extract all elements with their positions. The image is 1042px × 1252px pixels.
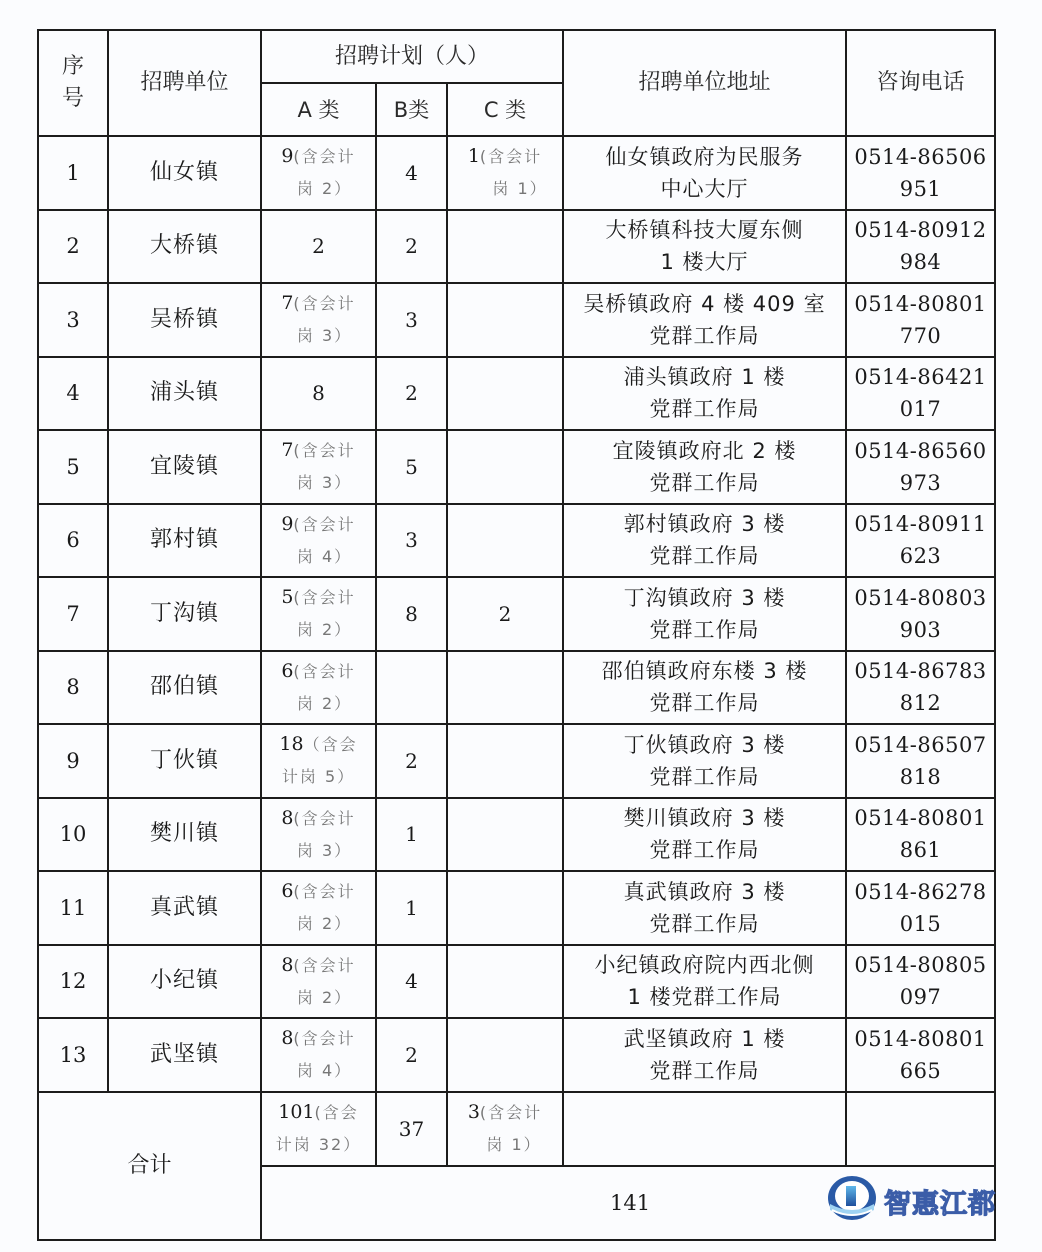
address-line-1: 真武镇政府 3 楼 <box>623 879 786 904</box>
phone-line-2: 770 <box>899 323 942 348</box>
phone-line-1: 0514-86783 <box>854 659 987 684</box>
class-c-cell <box>447 357 563 431</box>
class-b-cell <box>376 651 447 725</box>
totals-a-note-2: 计岗 32） <box>275 1135 362 1154</box>
address-cell <box>563 210 846 284</box>
class-c-cell <box>447 210 563 284</box>
class-a-cell: 2 <box>261 210 376 284</box>
unit-cell: 武坚镇 <box>108 1018 261 1092</box>
recruitment-plan-table <box>37 29 996 1241</box>
table-row <box>38 430 995 504</box>
phone-line-1: 0514-86506 <box>854 144 987 169</box>
grand-total: 141 <box>261 1166 995 1240</box>
watermark-text: 智惠江都 <box>884 1188 996 1220</box>
seq-cell: 9 <box>38 724 108 798</box>
phone-line-1: 0514-86421 <box>854 365 987 390</box>
seq-cell: 8 <box>38 651 108 725</box>
totals-row <box>38 1092 995 1166</box>
phone-line-1: 0514-80803 <box>854 585 987 610</box>
phone-line-1: 0514-86560 <box>854 438 987 463</box>
class-a-cell <box>261 504 376 578</box>
unit-cell: 浦头镇 <box>108 357 261 431</box>
class-a-cell <box>261 430 376 504</box>
class-a-num: 7 <box>281 439 294 462</box>
seq-cell: 11 <box>38 871 108 945</box>
class-a-note-2: 岗 3） <box>296 840 353 860</box>
header-unit: 招聘单位 <box>108 30 261 136</box>
table-row <box>38 724 995 798</box>
address-line-1: 丁伙镇政府 3 楼 <box>623 732 786 757</box>
unit-cell: 小纪镇 <box>108 945 261 1019</box>
class-c-cell <box>447 283 563 357</box>
class-c-cell <box>447 136 563 210</box>
phone-cell <box>846 871 995 945</box>
class-a-num: 9 <box>281 145 294 168</box>
address-cell <box>563 504 846 578</box>
class-a-cell <box>261 871 376 945</box>
address-line-2: 党群工作局 <box>649 911 760 936</box>
address-cell <box>563 724 846 798</box>
class-a-cell <box>261 577 376 651</box>
totals-label: 合计 <box>38 1092 261 1240</box>
phone-cell <box>846 430 995 504</box>
address-line-1: 浦头镇政府 1 楼 <box>623 365 786 390</box>
address-line-2: 党群工作局 <box>649 397 760 422</box>
address-cell <box>563 798 846 872</box>
address-line-2: 党群工作局 <box>649 691 760 716</box>
phone-line-2: 951 <box>899 176 942 201</box>
address-cell <box>563 283 846 357</box>
totals-class-a <box>261 1092 376 1166</box>
totals-c-note-1: (含会计 <box>479 1103 543 1122</box>
seq-cell: 3 <box>38 283 108 357</box>
table-row <box>38 577 995 651</box>
class-a-note-1: (含会计 <box>293 588 356 608</box>
class-a-note-1: (含会计 <box>293 294 356 314</box>
class-a-note-1: (含会计 <box>293 882 356 902</box>
class-c-note-1: (含会计 <box>479 147 543 167</box>
header-phone: 咨询电话 <box>846 30 995 136</box>
phone-line-2: 097 <box>899 985 942 1010</box>
phone-line-2: 017 <box>899 397 942 422</box>
seq-cell: 7 <box>38 577 108 651</box>
address-line-2: 党群工作局 <box>649 323 760 348</box>
address-line-2: 中心大厅 <box>660 176 749 201</box>
table-row <box>38 871 995 945</box>
table-row <box>38 651 995 725</box>
class-b-cell: 3 <box>376 283 447 357</box>
phone-cell <box>846 136 995 210</box>
class-c-cell <box>447 871 563 945</box>
totals-class-b: 37 <box>376 1092 447 1166</box>
unit-cell: 仙女镇 <box>108 136 261 210</box>
class-b-cell: 8 <box>376 577 447 651</box>
header-class-c: C 类 <box>447 83 563 136</box>
watermark <box>826 1174 996 1228</box>
class-a-note-1: （含会 <box>303 735 358 755</box>
class-a-note-2: 岗 2） <box>296 987 353 1007</box>
address-line-2: 1 楼党群工作局 <box>627 985 782 1010</box>
table-row <box>38 504 995 578</box>
address-line-2: 党群工作局 <box>649 838 760 863</box>
phone-cell <box>846 724 995 798</box>
class-a-cell <box>261 651 376 725</box>
class-a-cell <box>261 136 376 210</box>
address-line-2: 党群工作局 <box>649 1058 760 1083</box>
phone-line-2: 015 <box>899 911 942 936</box>
class-c-num: 1 <box>467 145 480 168</box>
phone-line-1: 0514-80911 <box>854 512 987 537</box>
totals-a-num: 101 <box>278 1101 315 1123</box>
table-row <box>38 210 995 284</box>
seq-cell: 2 <box>38 210 108 284</box>
unit-cell: 樊川镇 <box>108 798 261 872</box>
header-address: 招聘单位地址 <box>563 30 846 136</box>
seq-cell: 4 <box>38 357 108 431</box>
seq-cell: 12 <box>38 945 108 1019</box>
address-line-1: 邵伯镇政府东楼 3 楼 <box>601 659 808 684</box>
class-a-note-1: (含会计 <box>293 1029 356 1049</box>
unit-cell: 郭村镇 <box>108 504 261 578</box>
phone-line-2: 984 <box>899 250 942 275</box>
phone-cell <box>846 798 995 872</box>
address-line-1: 武坚镇政府 1 楼 <box>623 1026 786 1051</box>
table-row <box>38 357 995 431</box>
class-c-cell <box>447 504 563 578</box>
class-a-note-2: 岗 2） <box>296 179 353 199</box>
phone-line-1: 0514-86507 <box>854 732 987 757</box>
header-class-a: A 类 <box>261 83 376 136</box>
phone-line-2: 903 <box>899 617 942 642</box>
address-line-1: 仙女镇政府为民服务 <box>605 144 804 169</box>
address-cell <box>563 871 846 945</box>
class-a-num: 8 <box>281 1027 294 1050</box>
address-line-2: 1 楼大厅 <box>660 250 749 275</box>
address-line-1: 宜陵镇政府北 2 楼 <box>612 438 797 463</box>
class-a-cell: 8 <box>261 357 376 431</box>
address-line-2: 党群工作局 <box>649 764 760 789</box>
phone-line-1: 0514-80801 <box>854 806 987 831</box>
phone-line-1: 0514-80801 <box>854 291 987 316</box>
phone-cell <box>846 283 995 357</box>
address-cell <box>563 945 846 1019</box>
class-a-cell <box>261 798 376 872</box>
address-line-2: 党群工作局 <box>649 617 760 642</box>
totals-class-c <box>447 1092 563 1166</box>
class-b-cell: 2 <box>376 210 447 284</box>
totals-c-num: 3 <box>467 1101 480 1123</box>
address-cell <box>563 577 846 651</box>
phone-cell <box>846 577 995 651</box>
class-a-num: 9 <box>281 512 294 535</box>
unit-cell: 丁伙镇 <box>108 724 261 798</box>
unit-cell: 真武镇 <box>108 871 261 945</box>
address-line-2: 党群工作局 <box>649 470 760 495</box>
class-b-cell: 5 <box>376 430 447 504</box>
class-a-note-2: 岗 3） <box>296 473 353 493</box>
class-a-num: 6 <box>281 659 294 682</box>
phone-line-2: 861 <box>899 838 942 863</box>
class-a-cell <box>261 283 376 357</box>
class-a-cell <box>261 1018 376 1092</box>
class-a-num: 8 <box>281 806 294 829</box>
class-a-note-2: 岗 2） <box>296 620 353 640</box>
totals-address-empty <box>563 1092 846 1166</box>
address-cell <box>563 357 846 431</box>
phone-line-1: 0514-80801 <box>854 1026 987 1051</box>
class-b-cell: 2 <box>376 1018 447 1092</box>
class-c-cell <box>447 430 563 504</box>
unit-cell: 丁沟镇 <box>108 577 261 651</box>
address-cell <box>563 1018 846 1092</box>
phone-cell <box>846 651 995 725</box>
seq-cell: 10 <box>38 798 108 872</box>
phone-line-1: 0514-86278 <box>854 879 987 904</box>
class-a-num: 18 <box>279 733 304 756</box>
unit-cell: 吴桥镇 <box>108 283 261 357</box>
class-a-num: 7 <box>281 292 294 315</box>
class-c-cell <box>447 945 563 1019</box>
address-line-1: 大桥镇科技大厦东侧 <box>605 218 804 243</box>
totals-a-note-1: (含会 <box>314 1103 359 1122</box>
seq-cell: 6 <box>38 504 108 578</box>
class-b-cell: 2 <box>376 724 447 798</box>
phone-cell <box>846 1018 995 1092</box>
phone-line-2: 623 <box>899 544 942 569</box>
class-a-note-2: 岗 3） <box>296 326 353 346</box>
class-a-note-1: (含会计 <box>293 441 356 461</box>
phone-line-1: 0514-80805 <box>854 953 987 978</box>
phone-cell <box>846 504 995 578</box>
class-b-cell: 4 <box>376 945 447 1019</box>
class-c-note-2: 岗 1） <box>492 179 548 199</box>
address-line-2: 党群工作局 <box>649 544 760 569</box>
class-c-cell: 2 <box>447 577 563 651</box>
class-b-cell: 4 <box>376 136 447 210</box>
class-c-cell <box>447 798 563 872</box>
class-b-cell: 2 <box>376 357 447 431</box>
address-line-1: 郭村镇政府 3 楼 <box>623 512 786 537</box>
seq-cell: 13 <box>38 1018 108 1092</box>
seq-cell: 5 <box>38 430 108 504</box>
totals-c-note-2: 岗 1） <box>486 1135 542 1154</box>
address-cell <box>563 430 846 504</box>
address-line-1: 小纪镇政府院内西北侧 <box>594 953 815 978</box>
totals-phone-empty <box>846 1092 995 1166</box>
class-a-note-2: 岗 2） <box>296 693 353 713</box>
unit-cell: 宜陵镇 <box>108 430 261 504</box>
unit-cell: 邵伯镇 <box>108 651 261 725</box>
unit-cell: 大桥镇 <box>108 210 261 284</box>
class-c-cell <box>447 724 563 798</box>
table-row <box>38 798 995 872</box>
phone-line-2: 812 <box>899 691 942 716</box>
table-row <box>38 136 995 210</box>
phone-cell <box>846 357 995 431</box>
class-a-num: 8 <box>281 953 294 976</box>
zhihui-jiangdu-logo-icon <box>826 1174 878 1228</box>
header-row-1 <box>38 30 995 83</box>
phone-line-2: 818 <box>899 764 942 789</box>
class-b-cell: 1 <box>376 798 447 872</box>
class-a-cell <box>261 724 376 798</box>
class-a-num: 6 <box>281 880 294 903</box>
class-a-note-1: (含会计 <box>293 808 356 828</box>
header-seq-line2: 号 <box>61 86 84 111</box>
phone-cell <box>846 945 995 1019</box>
address-cell <box>563 651 846 725</box>
header-seq <box>38 30 108 136</box>
class-c-cell <box>447 651 563 725</box>
header-seq-line1: 序 <box>61 54 84 79</box>
phone-line-1: 0514-80912 <box>854 218 987 243</box>
class-a-note-2: 岗 2） <box>296 914 353 934</box>
class-a-num: 5 <box>281 586 294 609</box>
class-a-note-2: 岗 4） <box>296 1061 353 1081</box>
class-a-note-1: (含会计 <box>293 147 356 167</box>
class-b-cell: 3 <box>376 504 447 578</box>
class-b-cell: 1 <box>376 871 447 945</box>
class-a-cell <box>261 945 376 1019</box>
class-a-note-1: (含会计 <box>293 514 356 534</box>
class-c-cell <box>447 1018 563 1092</box>
class-a-note-2: 岗 4） <box>296 546 353 566</box>
header-plan: 招聘计划（人） <box>261 30 563 83</box>
address-line-1: 吴桥镇政府 4 楼 409 室 <box>583 291 826 316</box>
table-row <box>38 283 995 357</box>
address-line-1: 樊川镇政府 3 楼 <box>623 806 786 831</box>
class-a-note-2: 计岗 5） <box>281 767 356 787</box>
table-row <box>38 1018 995 1092</box>
phone-cell <box>846 210 995 284</box>
seq-cell: 1 <box>38 136 108 210</box>
header-class-b: B类 <box>376 83 447 136</box>
table-row <box>38 945 995 1019</box>
phone-line-2: 973 <box>899 470 942 495</box>
address-cell <box>563 136 846 210</box>
class-a-note-1: (含会计 <box>293 955 356 975</box>
class-a-note-1: (含会计 <box>293 661 356 681</box>
address-line-1: 丁沟镇政府 3 楼 <box>623 585 786 610</box>
phone-line-2: 665 <box>899 1058 942 1083</box>
